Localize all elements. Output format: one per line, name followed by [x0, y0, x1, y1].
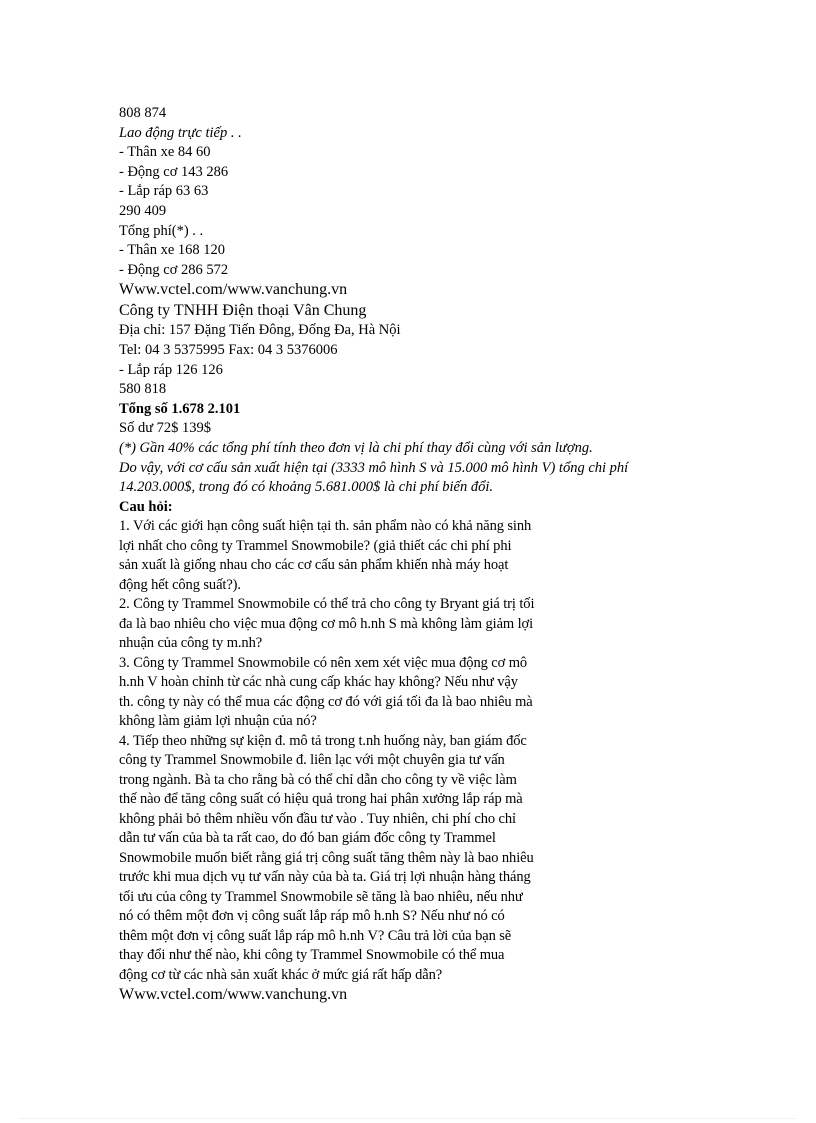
- question-line: thế nào để tăng công suất có hiệu quả trong hai phân xưởng lắp ráp mà: [119, 791, 523, 808]
- text-line: 808 874: [119, 105, 167, 121]
- company-name: Công ty TNHH Điện thoại Vân Chung: [119, 301, 367, 319]
- question-line: 4. Tiếp theo những sự kiện đ. mô tả trong t.nh huống này, ban giám đốc: [119, 732, 527, 749]
- questions-list: [119, 517, 599, 985]
- question-line: trước khi mua dịch vụ tư vấn này của bà ta. Giá trị lợi nhuận hàng tháng: [119, 869, 531, 886]
- text-line: - Động cơ 143 286: [119, 163, 229, 180]
- question-line: động cơ từ các nhà sản xuất khác ở mức giá rất hấp dẫn?: [119, 966, 443, 983]
- text-line: Lao động trực tiếp . .: [119, 124, 242, 141]
- question-line: nó có thêm một đơn vị công suất lắp ráp mô h.nh S? Nếu như nó có: [119, 908, 505, 925]
- question-line: nhuận của công ty m.nh?: [119, 635, 263, 652]
- text-line: - Lắp ráp 126 126: [119, 361, 223, 378]
- footnote-line: Do vậy, với cơ cấu sản xuất hiện tại (3333 mô hình S và 15.000 mô hình V) tổng chi phí: [119, 459, 629, 476]
- question-line: 3. Công ty Trammel Snowmobile có nên xem xét việc mua động cơ mô: [119, 654, 528, 671]
- question-line: thay đổi như thế nào, khi công ty Trammel Snowmobile có thể mua: [119, 947, 505, 964]
- company-phone: Tel: 04 3 5375995 Fax: 04 3 5376006: [119, 341, 338, 358]
- company-address: Địa chỉ: 157 Đặng Tiến Đông, Đống Đa, Hà Nội: [119, 322, 401, 339]
- text-line: Tổng phí(*) . .: [119, 222, 204, 239]
- footnote: [119, 439, 629, 498]
- footnote-line: (*) Gần 40% các tổng phí tính theo đơn vị là chi phí thay đổi cùng với sản lượng.: [119, 439, 593, 456]
- document-page: [119, 104, 629, 1006]
- total-line: Tổng số 1.678 2.101: [119, 400, 241, 417]
- text-line: 290 409: [119, 202, 167, 219]
- text-line: 580 818: [119, 381, 167, 398]
- text-line: - Động cơ 286 572: [119, 261, 229, 278]
- question-line: sản xuất là giống nhau cho các cơ cấu sản phẩm khiến nhà máy hoạt: [119, 557, 509, 574]
- question-4: [119, 732, 599, 986]
- question-line: trong ngành. Bà ta cho rằng bà có thể chỉ dẫn cho công ty về việc làm: [119, 771, 517, 788]
- cost-lines-top: [119, 104, 599, 280]
- question-3: [119, 654, 599, 732]
- question-line: h.nh V hoàn chỉnh từ các nhà cung cấp khác hay không? Nếu như vậy: [119, 674, 518, 691]
- question-line: Snowmobile muốn biết rằng giá trị công suất tăng thêm này là bao nhiêu: [119, 849, 534, 866]
- question-line: 2. Công ty Trammel Snowmobile có thể trả cho công ty Bryant giá trị tối: [119, 596, 535, 613]
- question-line: động hết công suất?).: [119, 576, 241, 593]
- company-header: [119, 280, 599, 360]
- footnote-line: 14.203.000$, trong đó có khoảng 5.681.000$ là chi phí biến đổi.: [119, 479, 494, 496]
- question-line: lợi nhất cho công ty Trammel Snowmobile? (giả thiết các chi phí phi: [119, 537, 512, 554]
- website-link-footer[interactable]: Www.vctel.com/www.vanchung.vn: [119, 986, 348, 1004]
- question-1: [119, 517, 599, 595]
- text-line: - Thân xe 84 60: [119, 144, 211, 161]
- question-2: [119, 595, 599, 654]
- page-bottom-divider: [20, 1118, 796, 1119]
- questions-heading: Cau hỏi:: [119, 498, 173, 515]
- text-line: - Thân xe 168 120: [119, 242, 226, 259]
- text-line: - Lắp ráp 63 63: [119, 183, 209, 200]
- balance-line: Số dư 72$ 139$: [119, 420, 212, 437]
- website-link[interactable]: Www.vctel.com/www.vanchung.vn: [119, 281, 348, 299]
- question-line: không làm giảm lợi nhuận của nó?: [119, 713, 317, 730]
- question-line: công ty Trammel Snowmobile đ. liên lạc với một chuyên gia tư vấn: [119, 752, 505, 769]
- question-line: tối ưu của công ty Trammel Snowmobile sẽ tăng là bao nhiêu, nếu như: [119, 888, 523, 905]
- cost-lines-mid: [119, 361, 599, 439]
- question-line: không phải bỏ thêm nhiều vốn đầu tư vào . Tuy nhiên, chi phí cho chỉ: [119, 810, 516, 827]
- question-line: th. công ty này có thể mua các động cơ đó với giá tối đa là bao nhiêu mà: [119, 693, 533, 710]
- question-line: dẫn tư vấn của bà ta rất cao, do đó ban giám đốc công ty Trammel: [119, 830, 496, 847]
- question-line: đa là bao nhiêu cho việc mua động cơ mô h.nh S mà không làm giảm lợi: [119, 615, 534, 632]
- question-line: thêm một đơn vị công suất lắp ráp mô h.nh V? Câu trả lời của bạn sẽ: [119, 927, 512, 944]
- question-line: 1. Với các giới hạn công suất hiện tại th. sản phẩm nào có khả năng sinh: [119, 518, 532, 535]
